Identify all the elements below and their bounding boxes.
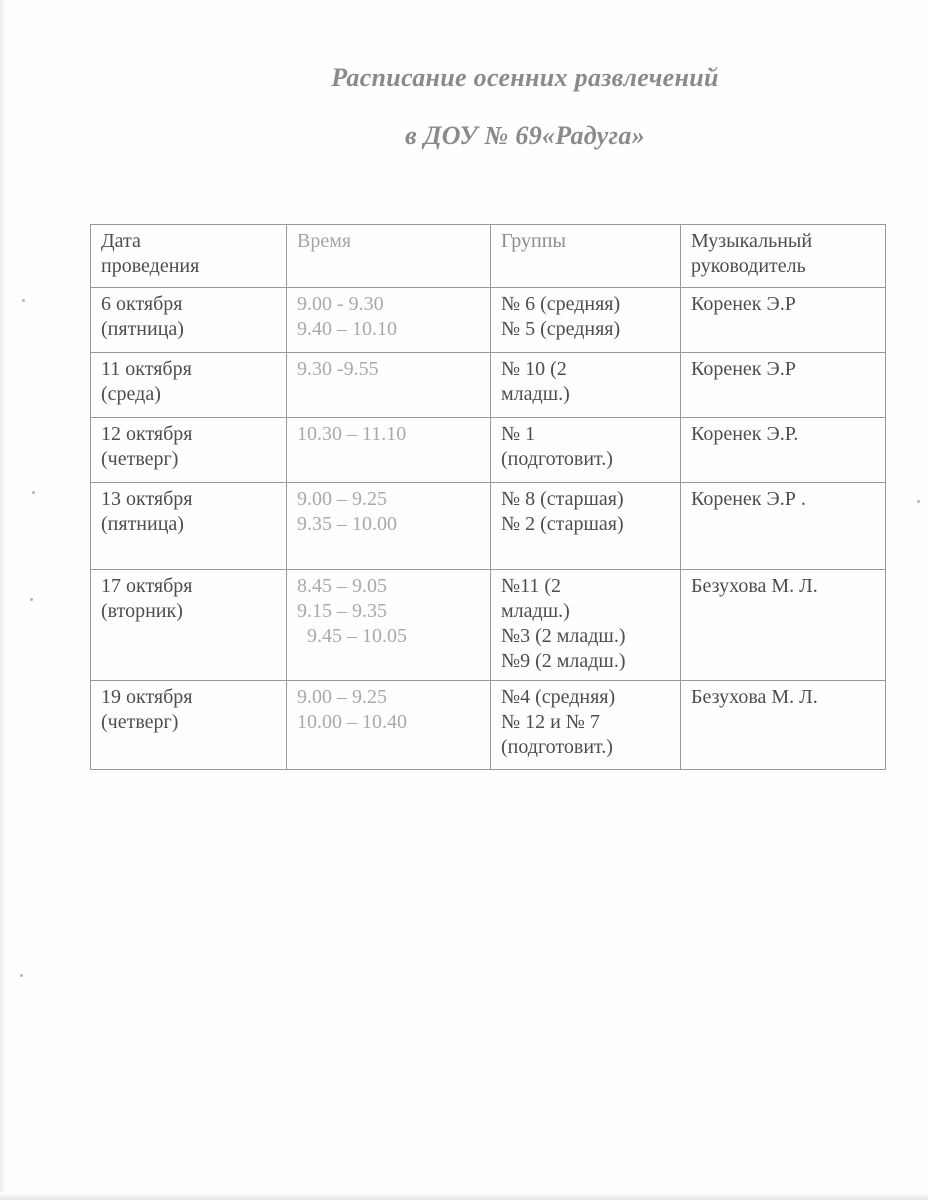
- time-line: 9.00 – 9.25: [297, 686, 387, 708]
- director-line: Безухова М. Л.: [691, 575, 818, 597]
- title-line-1: Расписание осенних развлечений: [331, 63, 719, 92]
- time-line: 9.00 - 9.30: [297, 293, 384, 315]
- scan-edge-left: [0, 0, 6, 1200]
- header-date-line: Дата: [101, 230, 141, 252]
- director-line: Коренек Э.Р.: [691, 423, 799, 445]
- cell-director: [681, 353, 886, 418]
- cell-time: [287, 483, 491, 570]
- table-header-row: [91, 225, 886, 288]
- cell-director: [681, 570, 886, 681]
- time-line: 8.45 – 9.05: [297, 575, 387, 597]
- groups-line: № 1: [501, 423, 536, 445]
- cell-date: [91, 483, 287, 570]
- cell-date: [91, 681, 287, 770]
- scan-speck: [32, 491, 35, 494]
- date-line: (среда): [101, 383, 161, 405]
- director-line: Коренек Э.Р: [691, 358, 796, 380]
- title-line-2: в ДОУ № 69«Радуга»: [404, 121, 645, 150]
- director-line: Коренек Э.Р: [691, 293, 796, 315]
- header-groups-line: Группы: [501, 230, 566, 252]
- date-line: 19 октября: [101, 686, 193, 708]
- groups-line: № 8 (старшая): [501, 488, 624, 510]
- cell-groups: [491, 418, 681, 483]
- table-row: [91, 483, 886, 570]
- table-row: [91, 570, 886, 681]
- cell-date: [91, 418, 287, 483]
- date-line: 17 октября: [101, 575, 193, 597]
- cell-director: [681, 681, 886, 770]
- groups-line: №3 (2 младш.): [501, 625, 626, 647]
- scan-speck: [917, 500, 920, 503]
- groups-line: (подготовит.): [501, 736, 613, 758]
- director-line: Коренек Э.Р .: [691, 488, 806, 510]
- cell-groups: [491, 353, 681, 418]
- cell-date: [91, 288, 287, 353]
- groups-line: № 12 и № 7: [501, 711, 600, 733]
- header-time: [287, 225, 491, 288]
- date-line: (пятница): [101, 318, 184, 340]
- groups-line: младш.): [501, 600, 570, 622]
- cell-groups: [491, 681, 681, 770]
- groups-line: № 2 (старшая): [501, 513, 624, 535]
- header-date: [91, 225, 287, 288]
- cell-date: [91, 570, 287, 681]
- groups-line: №9 (2 младш.): [501, 650, 626, 672]
- cell-time: [287, 288, 491, 353]
- date-line: 11 октября: [101, 358, 192, 380]
- groups-line: № 6 (средняя): [501, 293, 621, 315]
- time-line: 9.00 – 9.25: [297, 488, 387, 510]
- time-line: 9.35 – 10.00: [297, 513, 397, 535]
- table-row: [91, 681, 886, 770]
- table-row: [91, 288, 886, 353]
- header-groups: [491, 225, 681, 288]
- scan-speck: [22, 299, 25, 302]
- cell-groups: [491, 288, 681, 353]
- cell-groups: [491, 483, 681, 570]
- header-director-line: Музыкальный: [691, 230, 813, 252]
- scan-speck: [30, 598, 33, 601]
- cell-time: [287, 353, 491, 418]
- cell-groups: [491, 570, 681, 681]
- header-director: [681, 225, 886, 288]
- header-time-line: Время: [297, 230, 352, 252]
- groups-line: №4 (средняя): [501, 686, 616, 708]
- date-line: 12 октября: [101, 423, 193, 445]
- groups-line: №11 (2: [501, 575, 561, 597]
- time-line: 9.40 – 10.10: [297, 318, 397, 340]
- cell-date: [91, 353, 287, 418]
- time-line: 10.00 – 10.40: [297, 711, 407, 733]
- scan-speck: [20, 974, 23, 977]
- scan-edge-bottom: [0, 1192, 928, 1200]
- time-line: 9.15 – 9.35: [297, 600, 387, 622]
- schedule-table: [90, 224, 886, 770]
- date-line: (вторник): [101, 600, 183, 622]
- time-line: 10.30 – 11.10: [297, 423, 407, 445]
- cell-time: [287, 418, 491, 483]
- date-line: (четверг): [101, 448, 179, 470]
- date-line: (пятница): [101, 513, 184, 535]
- groups-line: (подготовит.): [501, 448, 613, 470]
- groups-line: № 10 (2: [501, 358, 567, 380]
- header-date-line: проведения: [101, 255, 200, 277]
- groups-line: младш.): [501, 383, 570, 405]
- groups-line: № 5 (средняя): [501, 318, 621, 340]
- table-row: [91, 353, 886, 418]
- time-line: 9.30 -9.55: [297, 358, 379, 380]
- cell-director: [681, 418, 886, 483]
- cell-director: [681, 483, 886, 570]
- date-line: 6 октября: [101, 293, 183, 315]
- date-line: 13 октября: [101, 488, 193, 510]
- director-line: Безухова М. Л.: [691, 686, 818, 708]
- table-row: [91, 418, 886, 483]
- cell-time: [287, 570, 491, 681]
- time-line: 9.45 – 10.05: [307, 625, 407, 647]
- cell-time: [287, 681, 491, 770]
- cell-director: [681, 288, 886, 353]
- header-director-line: руководитель: [691, 255, 806, 277]
- date-line: (четверг): [101, 711, 179, 733]
